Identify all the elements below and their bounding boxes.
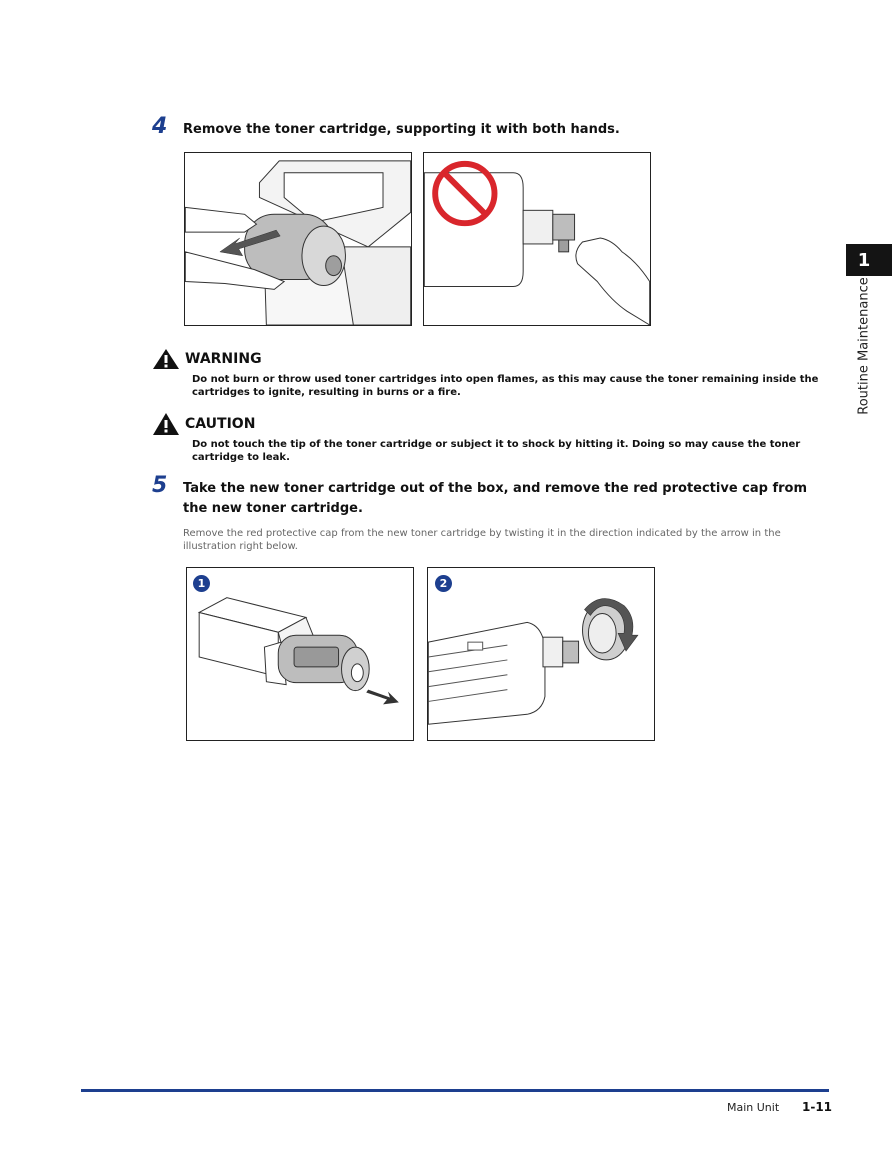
step-4-number: 4 [152, 114, 168, 139]
figure-remove-cap [427, 567, 655, 741]
figure-1-badge: 1 [193, 575, 210, 592]
footer-page-number: 1-11 [802, 1100, 833, 1114]
caution-triangle-icon [152, 412, 180, 436]
warning-text: Do not burn or throw used toner cartridges into open flames, as this may cause the toner remaining inside the cartridges to ignite, resulting in burns or a fire. [192, 374, 819, 398]
caution-text: Do not touch the tip of the toner cartridge or subject it to shock by hitting it. Doing so may cause the toner cartridge to leak. [192, 439, 801, 463]
step-5-number: 5 [152, 473, 168, 498]
chapter-side-label: Routine Maintenance [856, 277, 872, 415]
remove-cap-illustration [428, 568, 654, 740]
figure-take-out-of-box [186, 567, 414, 741]
caution-heading [152, 412, 255, 436]
figure-do-not-touch-tip [423, 152, 651, 326]
take-out-illustration [187, 568, 413, 740]
warning-label: WARNING [185, 351, 262, 367]
footer-rule [81, 1089, 829, 1092]
chapter-tab: 1 [846, 244, 892, 276]
remove-cartridge-illustration [185, 153, 411, 325]
step-5-note: Remove the red protective cap from the new toner cartridge by twisting it in the direction indicated by the arrow in the illustration right below. [183, 528, 781, 552]
warning-triangle-icon [152, 348, 180, 370]
warning-heading [152, 348, 262, 370]
caution-label: CAUTION [185, 416, 256, 432]
step-4-title: Remove the toner cartridge, supporting it with both hands. [183, 122, 620, 137]
do-not-touch-illustration [424, 153, 650, 325]
step-5-title: Take the new toner cartridge out of the box, and remove the red protective cap from the new toner cartridge. [183, 481, 808, 516]
footer-section-name: Main Unit [727, 1101, 780, 1114]
figure-remove-cartridge [184, 152, 412, 326]
figure-2-badge: 2 [435, 575, 452, 592]
